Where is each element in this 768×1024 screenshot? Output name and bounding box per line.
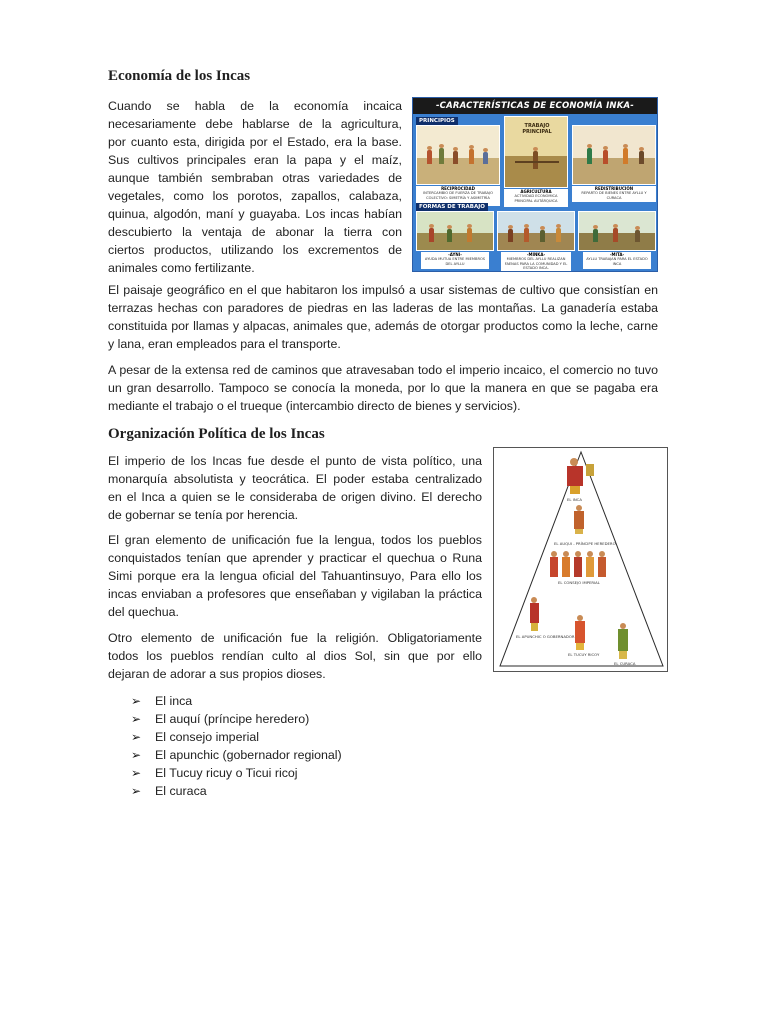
arrow-bullet-icon: ➢ [131, 748, 142, 762]
mita-panel [578, 211, 656, 251]
economy-paragraph-3: A pesar de la extensa red de caminos que atravesaban todo el imperio incaico, el comercio no tuvo un gran desarrollo. Tampoco se conocía la moneda, por lo que la manera en que se pagaba era mediante el trabajo o el trueque (intercambio directo de bienes y servicios). [108, 363, 658, 413]
pyramid-label-tucuy: EL TUCUY RICOY [568, 652, 600, 657]
redistribution-caption: REDISTRIBUCIÓN REPARTO DE BIENES ENTRE AYLLU Y CURACA [572, 186, 656, 202]
agriculture-caption: AGRICULTURA ACTIVIDAD ECONÓMICA PRINCIPAL AUTÁRQUICA [504, 189, 568, 207]
pyramid-label-curaca: EL CURACA [614, 661, 636, 666]
arrow-bullet-icon: ➢ [131, 712, 142, 726]
pyramid-label-inca: EL INCA [567, 497, 582, 502]
economy-paragraph-2: El paisaje geográfico en el que habitaron los impulsó a usar sistemas de cultivo que consistían en terrazas hechas con paradores de piedras en las laderas de las montañas. La ganadería estaba constituida por llamas y alpacas, animales que, además de otorgar productos como la leche, carne y lana, eran empleados para el transporte. [108, 283, 658, 351]
main-work-label: TRABAJO PRINCIPAL [522, 123, 552, 135]
principles-tag: PRINCIPIOS [416, 117, 458, 125]
minka-panel [497, 211, 575, 251]
pyramid-label-consejo: EL CONSEJO IMPERIAL [558, 580, 600, 585]
infographic-title: -CARACTERÍSTICAS DE ECONOMÍA INKA- [413, 98, 657, 114]
arrow-bullet-icon: ➢ [131, 730, 142, 744]
ayni-caption: -AYNI- AYUDA MUTUA ENTRE MIEMBROS DEL AYLLU [421, 252, 489, 269]
arrow-bullet-icon: ➢ [131, 694, 142, 708]
politics-heading: Organización Política de los Incas [108, 426, 325, 442]
pyramid-outline [494, 448, 669, 673]
arrow-bullet-icon: ➢ [131, 784, 142, 798]
list-item: ➢ El Tucuy ricuy o Ticui ricoj [131, 766, 298, 780]
mita-caption: -MITA- AYLLU TRABAJAN PARA EL ESTADO INCA [583, 252, 651, 269]
politics-paragraph-3: Otro elemento de unificación fue la religión. Obligatoriamente todos los pueblos rendían culto al dios Sol, sin que por ello dejaran de adorar a sus propios dioses. [108, 631, 482, 681]
reciprocity-caption: RECIPROCIDAD INTERCAMBIO DE FUERZA DE TRABAJO COLECTIVO: SIMETRÍA Y ASIMETRÍA [416, 186, 500, 206]
list-item: ➢ El apunchic (gobernador regional) [131, 748, 342, 762]
economy-paragraph-1: Cuando se habla de la economía incaica necesariamente debe hablarse de la agricultura, por cuanto esta, dirigida por el Estado, era la base. Sus cultivos principales eran la papa y el maíz, aunque también sembraban otras variedades de vegetales, como los porotos, zapallos, calabaza, quinua, algodón, maní y guayaba. Los incas habían descubierto la ventaja de abonar la tierra con ciertos productos, utilizando los excrementos de animales como fertilizante. [108, 99, 402, 275]
reciprocity-panel [416, 125, 500, 185]
inca-hierarchy-pyramid [493, 447, 668, 672]
hierarchy-list [131, 692, 342, 800]
pyramid-label-auqui: EL AUQUI - PRÍNCIPE HEREDERO [554, 541, 616, 546]
redistribution-panel [572, 125, 656, 185]
list-item: ➢ El consejo imperial [131, 730, 259, 744]
list-item: ➢ El auquí (príncipe heredero) [131, 712, 310, 726]
list-item: ➢ El inca [131, 694, 193, 708]
ayni-panel [416, 211, 494, 251]
minka-caption: -MINKA- MIEMBROS DEL AYLLU REALIZAN FAENAS PARA LA COMUNIDAD Y EL ESTADO INCA. [501, 252, 571, 271]
work-forms-tag: FORMAS DE TRABAJO [416, 203, 488, 211]
economy-heading: Economía de los Incas [108, 68, 251, 84]
list-item: ➢ El curaca [131, 784, 207, 798]
pyramid-label-apunchic: EL APUNCHIC O GOBERNADOR [516, 634, 575, 639]
agriculture-panel [504, 116, 568, 188]
politics-paragraph-1: El imperio de los Incas fue desde el punto de vista político, una monarquía absolutista y teocrática. El poder estaba centralizado en el Inca a quien se le consideraba de origen divino. El derecho de gobernar se tenía por herencia. [108, 454, 482, 522]
arrow-bullet-icon: ➢ [131, 766, 142, 780]
inca-economy-infographic [412, 97, 658, 272]
politics-paragraph-2: El gran elemento de unificación fue la lengua, todos los pueblos conquistados tenían que aprender y practicar el quechua o Runa Simi porque era la lengua oficial del Tahuantinsuyo, Para ello los incas enviaban a profesores que enseñaban y vigilaban la práctica del quechua. [108, 533, 482, 619]
